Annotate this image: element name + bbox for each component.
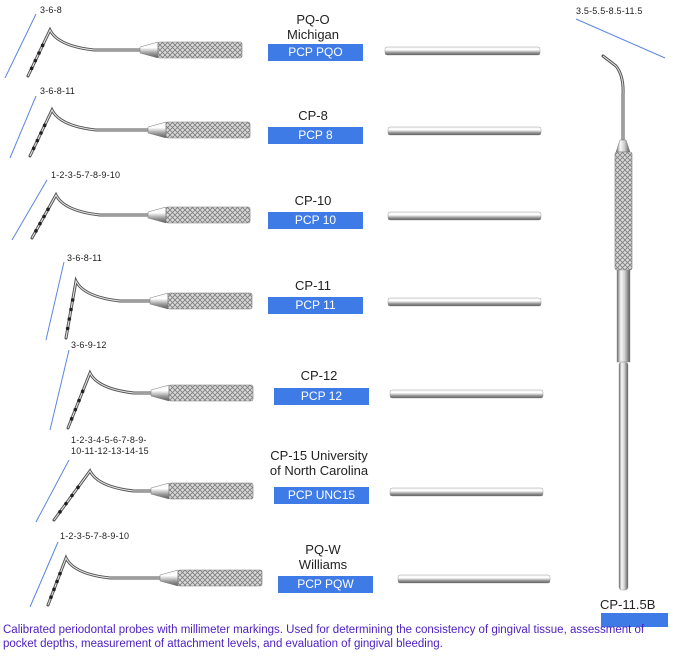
calibration-band (70, 494, 74, 498)
calibration-band (64, 502, 68, 506)
caption: Calibrated periodontal probes with millimeter markings. Used for determining the consistency of gingival tissue, assessment of pocket depths, measurement of attachment levels, and evaluation of gingival bleeding. (3, 624, 645, 650)
probe-markings: 1-2-3-4-5-6-7-8-9- 10-11-12-13-14-15 (71, 435, 149, 456)
probe-code-label: PCP PQO (268, 44, 363, 61)
side-handle-shaft (617, 270, 630, 362)
calibration-band (38, 222, 42, 226)
side-probe-shank (603, 56, 623, 140)
probe-code-label: PCP 12 (274, 388, 369, 405)
probe-name: PQ-O Michigan (286, 12, 340, 42)
handle-grip (169, 483, 253, 499)
handle-grip (166, 207, 250, 223)
probe-shank (48, 558, 160, 605)
calibration-band (68, 317, 72, 321)
probe-name: PQ-W Williams (298, 542, 348, 572)
guide-line (50, 350, 69, 430)
guide-line (36, 460, 69, 522)
probe-code-label: PCP UNC15 (274, 487, 369, 504)
calibration-band (30, 67, 34, 71)
probe-shank (28, 30, 140, 76)
probe-code-label: PCP 8 (268, 127, 363, 144)
calibration-band (52, 588, 56, 592)
calibration-band (58, 572, 62, 576)
side-guide-line (576, 19, 665, 58)
handle-shaft (388, 298, 541, 306)
handle-cone (148, 207, 166, 223)
probe-name: CP-11 (295, 278, 331, 293)
calibration-band (71, 298, 75, 302)
handle-cone (151, 483, 169, 499)
probe-markings: 3-6-8-11 (40, 86, 75, 96)
side-handle-cone (616, 140, 630, 152)
guide-line (46, 262, 64, 340)
handle-grip (166, 122, 250, 138)
handle-grip (158, 42, 242, 58)
handle-shaft (388, 212, 541, 220)
side-probe-name: CP-11.5B (600, 597, 656, 612)
calibration-band (34, 59, 38, 63)
calibration-band (39, 131, 43, 135)
calibration-band (66, 327, 70, 331)
handle-cone (151, 385, 169, 401)
handle-cone (148, 122, 166, 138)
calibration-band (37, 51, 41, 55)
probe-name: CP-15 University of North Carolina (269, 448, 369, 478)
probe-markings: 3-6-9-12 (71, 340, 107, 350)
side-handle-tail (619, 362, 628, 590)
calibration-band (76, 486, 80, 490)
handle-cone (140, 42, 158, 58)
calibration-band (42, 215, 46, 219)
probe-shank-highlight (66, 281, 150, 338)
probe-shank (30, 110, 148, 156)
probe-name: CP-8 (298, 108, 328, 123)
side-probe-shank-highlight (603, 56, 623, 140)
handle-grip (178, 570, 262, 586)
handle-grip (169, 385, 253, 401)
calibration-band (77, 399, 81, 403)
calibration-band (32, 147, 36, 151)
probe-shank (32, 195, 148, 238)
probe-code-label: PCP PQW (278, 576, 373, 593)
handle-shaft (385, 47, 540, 55)
calibration-band (43, 124, 47, 128)
calibration-band (46, 208, 50, 212)
guide-line (30, 542, 58, 607)
probe-markings: 3-6-8 (40, 5, 63, 15)
side-probe-markings: 3.5-5.5-8.5-11.5 (576, 6, 643, 16)
calibration-band (49, 595, 53, 599)
handle-shaft (390, 488, 543, 496)
handle-grip (168, 293, 252, 309)
probe-markings: 3-6-8-11 (67, 253, 102, 263)
probe-shank (66, 281, 150, 338)
probe-markings: 1-2-3-5-7-8-9-10 (60, 531, 130, 541)
handle-shaft (388, 127, 541, 135)
calibration-band (55, 580, 59, 584)
guide-line (12, 180, 47, 240)
probe-code-label: PCP 11 (268, 297, 363, 314)
handle-cone (150, 293, 168, 309)
probe-name: CP-10 (294, 193, 332, 208)
probe-shank-highlight (28, 30, 140, 76)
calibration-band (41, 44, 45, 48)
probe-code-label: PCP 10 (268, 212, 363, 229)
calibration-band (58, 510, 62, 514)
side-handle-grip (615, 152, 632, 270)
calibration-band (81, 390, 85, 394)
calibration-band (74, 408, 78, 412)
probe-markings: 1-2-3-5-7-8-9-10 (51, 170, 121, 180)
calibration-band (36, 139, 40, 143)
probe-shank-highlight (54, 471, 151, 520)
handle-shaft (390, 390, 543, 398)
calibration-band (34, 229, 38, 233)
handle-cone (160, 570, 178, 586)
handle-shaft (398, 575, 550, 583)
probe-shank (54, 471, 151, 520)
probe-name: CP-12 (300, 368, 338, 383)
calibration-band (70, 417, 74, 421)
calibration-band (69, 308, 73, 312)
